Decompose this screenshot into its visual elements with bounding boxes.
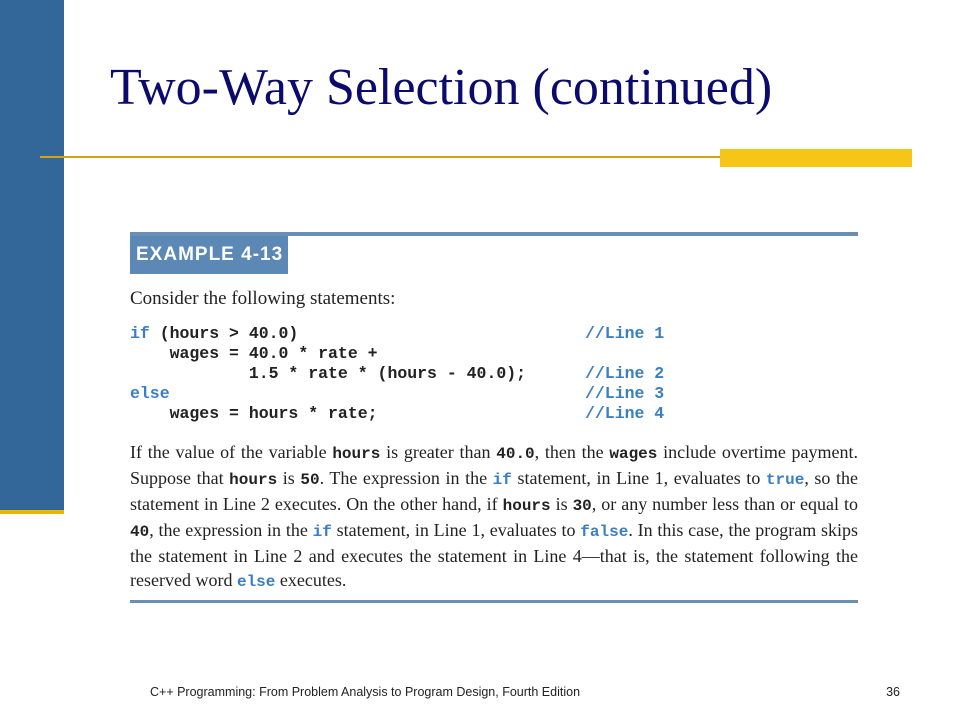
code-comment: //Line 1 — [585, 324, 665, 343]
inline-keyword: if — [312, 523, 332, 541]
inline-code: 50 — [300, 471, 320, 489]
code-keyword: else — [130, 384, 170, 403]
code-line — [130, 384, 690, 404]
paragraph-text: If the value of the variable — [130, 442, 333, 462]
inline-code: hours — [229, 471, 278, 489]
paragraph-text: , or any number less than or equal to — [591, 494, 858, 514]
title-underline-accent — [720, 149, 912, 167]
example-intro: Consider the following statements: — [130, 288, 396, 309]
inline-code: hours — [502, 497, 551, 515]
code-text: (hours > 40.0) — [149, 324, 299, 343]
paragraph-text: is — [550, 494, 573, 514]
code-text: wages = 40.0 * rate + — [130, 344, 378, 363]
code-line — [130, 324, 690, 344]
paragraph-text: is greater than — [380, 442, 497, 462]
inline-code: wages — [609, 445, 658, 463]
code-line — [130, 404, 690, 424]
paragraph-text: statement, in Line 1, evaluates to — [331, 520, 581, 540]
example-box-bottom-rule — [130, 600, 858, 603]
code-comment: //Line 4 — [585, 404, 665, 423]
explanation-paragraph — [130, 440, 858, 594]
left-accent-bar — [0, 0, 64, 512]
paragraph-text: . The expression in the — [319, 468, 493, 488]
inline-code: 30 — [572, 497, 592, 515]
example-label: EXAMPLE 4-13 — [130, 236, 288, 274]
paragraph-text: , the expression in the — [149, 520, 313, 540]
inline-keyword: if — [492, 471, 512, 489]
paragraph-text: , so the statement in Line 2 executes. On the other hand, if — [130, 468, 858, 514]
paragraph-text: executes. — [275, 570, 347, 590]
inline-keyword: true — [765, 471, 805, 489]
paragraph-text: . In this case, the program skips the statement in Line 2 and executes the statement in Line 4—that is, the statement following the reserved word — [130, 520, 859, 590]
page-number: 36 — [886, 685, 900, 699]
code-comment: //Line 3 — [585, 384, 665, 403]
code-text: wages = hours * rate; — [130, 404, 378, 423]
paragraph-text: , then the — [534, 442, 610, 462]
code-comment: //Line 2 — [585, 364, 665, 383]
code-line — [130, 364, 690, 384]
inline-code: hours — [332, 445, 381, 463]
inline-keyword: false — [580, 523, 629, 541]
inline-code: 40 — [130, 523, 150, 541]
slide-title: Two-Way Selection (continued) — [110, 59, 773, 116]
inline-keyword: else — [236, 573, 276, 591]
inline-code: 40.0 — [496, 445, 535, 463]
code-line — [130, 344, 690, 364]
code-block — [130, 324, 690, 424]
code-text: 1.5 * rate * (hours - 40.0); — [130, 364, 527, 383]
left-accent-bar-edge — [0, 510, 64, 514]
code-keyword: if — [130, 324, 150, 343]
footer-text: C++ Programming: From Problem Analysis to Program Design, Fourth Edition — [150, 685, 581, 699]
paragraph-text: is — [277, 468, 301, 488]
paragraph-text: statement, in Line 1, evaluates to — [511, 468, 766, 488]
paragraph-text: include overtime payment. Suppose that — [130, 442, 859, 488]
